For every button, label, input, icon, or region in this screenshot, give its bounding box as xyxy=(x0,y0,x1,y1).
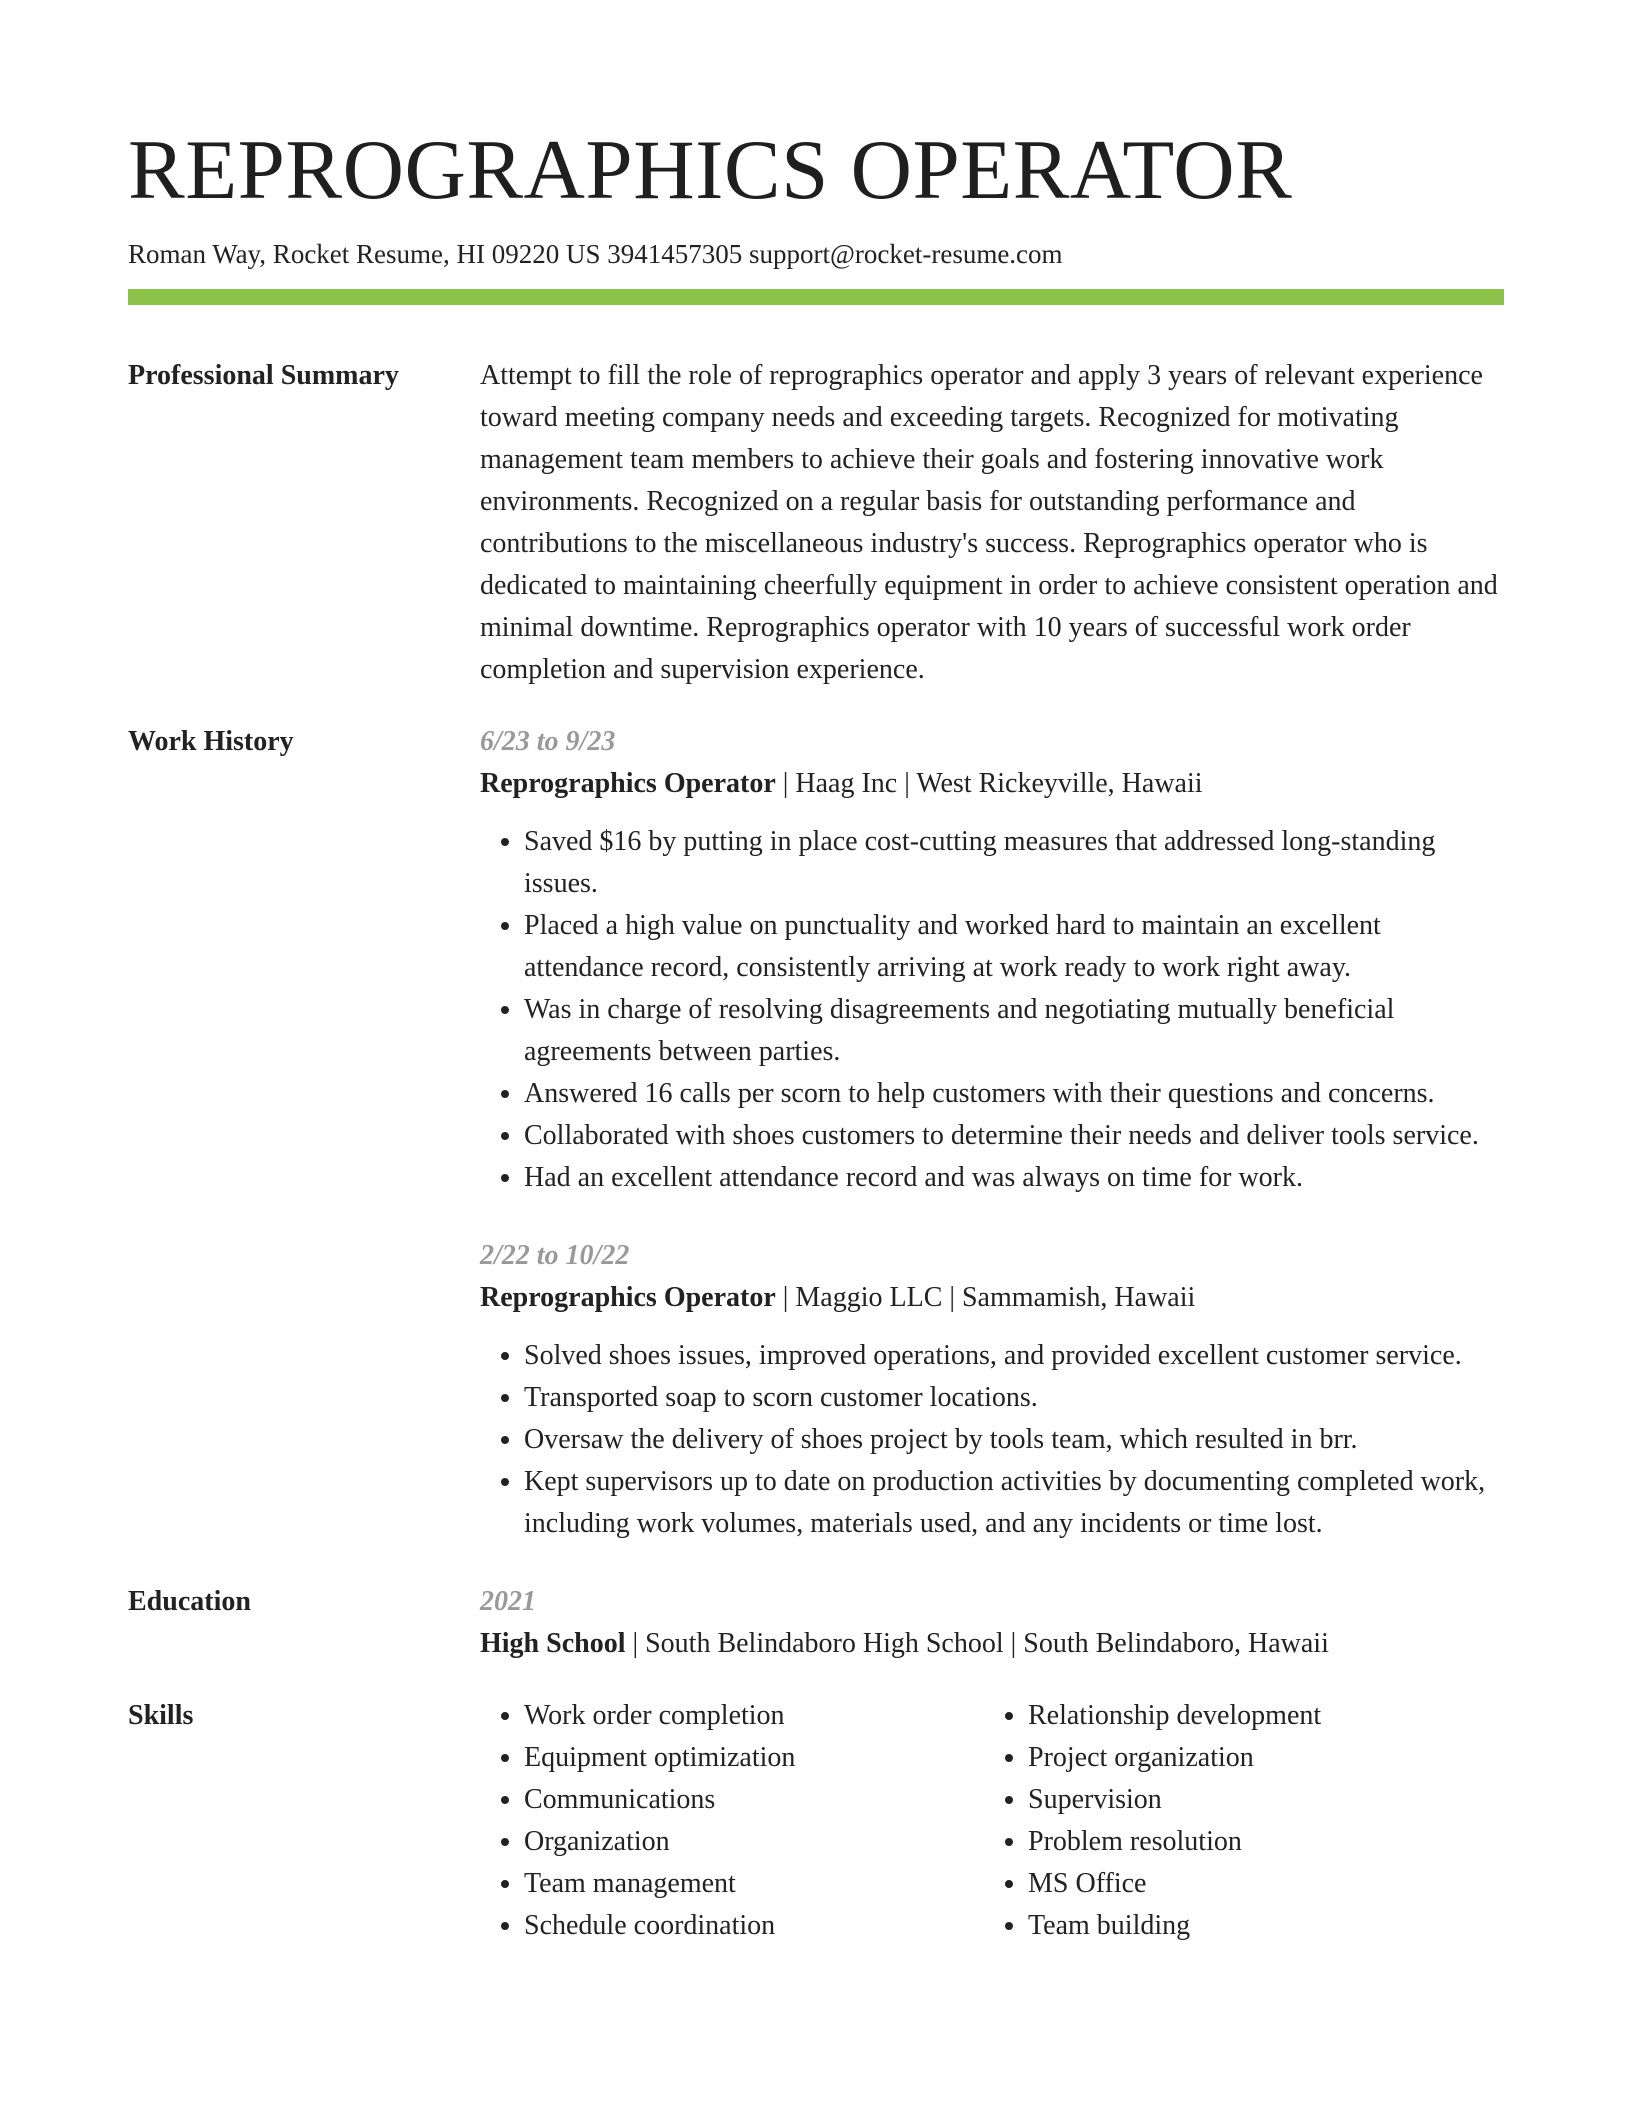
skills-column-right xyxy=(984,1695,1488,1947)
list-item: • Team building xyxy=(1028,1905,1488,1947)
resume-page xyxy=(128,118,1504,1947)
skills-heading: Skills xyxy=(128,1700,194,1732)
list-item: • Collaborated with shoes customers to determine their needs and deliver tools service. xyxy=(524,1115,1504,1157)
list-item: • Saved $16 by putting in place cost-cutting measures that addressed long-standing issues. xyxy=(524,821,1504,905)
summary-heading: Professional Summary xyxy=(128,360,399,392)
job-dates: 6/23 to 9/23 xyxy=(480,726,616,758)
list-item: • Answered 16 calls per scorn to help customers with their questions and concerns. xyxy=(524,1073,1504,1115)
list-item: • Solved shoes issues, improved operations, and provided excellent customer service. xyxy=(524,1335,1504,1377)
work-history-heading: Work History xyxy=(128,726,294,758)
job-line xyxy=(480,763,1504,805)
list-item: • Organization xyxy=(524,1821,984,1863)
resume-title: REPROGRAPHICS OPERATOR xyxy=(128,123,1293,217)
list-item: • Transported soap to scorn customer locations. xyxy=(524,1377,1504,1419)
summary-section xyxy=(128,355,1504,691)
skills-section xyxy=(128,1695,1504,1947)
list-item: • Equipment optimization xyxy=(524,1737,984,1779)
job-line xyxy=(480,1277,1504,1319)
job-dates: 2/22 to 10/22 xyxy=(480,1240,630,1272)
list-item: • MS Office xyxy=(1028,1863,1488,1905)
list-item: • Work order completion xyxy=(524,1695,984,1737)
list-item: • Placed a high value on punctuality and worked hard to maintain an excellent attendance record, consistently arriving at work ready to work right away. xyxy=(524,905,1504,989)
list-item: • Was in charge of resolving disagreements and negotiating mutually beneficial agreements between parties. xyxy=(524,989,1504,1073)
list-item: • Relationship development xyxy=(1028,1695,1488,1737)
job-title: Reprographics Operator xyxy=(480,768,776,800)
job-details: | Maggio LLC | Sammamish, Hawaii xyxy=(775,1282,1196,1314)
education-line xyxy=(480,1623,1504,1665)
education-details: | South Belindaboro High School | South Belindaboro, Hawaii xyxy=(625,1628,1329,1660)
job-bullets xyxy=(480,1335,1504,1545)
education-degree: High School xyxy=(480,1628,626,1660)
list-item: • Problem resolution xyxy=(1028,1821,1488,1863)
list-item: • Schedule coordination xyxy=(524,1905,984,1947)
list-item: • Oversaw the delivery of shoes project by tools team, which resulted in brr. xyxy=(524,1419,1504,1461)
summary-text: Attempt to fill the role of reprographics operator and apply 3 years of relevant experience toward meeting company needs and exceeding targets. Recognized for motivating management team members to achieve their goals and fostering innovative work environments. Recognized on a regular basis for outstanding performance and contributions to the miscellaneous industry's success. Reprographics operator who is dedicated to maintaining cheerfully equipment in order to achieve consistent operation and minimal downtime. Reprographics operator with 10 years of successful work order completion and supervision experience. xyxy=(480,360,1498,686)
education-section xyxy=(128,1581,1504,1665)
list-item: • Had an excellent attendance record and was always on time for work. xyxy=(524,1157,1504,1199)
list-item: • Team management xyxy=(524,1863,984,1905)
accent-divider xyxy=(128,289,1504,305)
job-entry xyxy=(480,721,1504,1199)
list-item: • Kept supervisors up to date on production activities by documenting completed work, including work volumes, materials used, and any incidents or time lost. xyxy=(524,1461,1504,1545)
job-entry xyxy=(480,1235,1504,1545)
list-item: • Supervision xyxy=(1028,1779,1488,1821)
job-title: Reprographics Operator xyxy=(480,1282,776,1314)
job-details: | Haag Inc | West Rickeyville, Hawaii xyxy=(775,768,1203,800)
work-history-section xyxy=(128,721,1504,1545)
skills-column-left xyxy=(480,1695,984,1947)
list-item: • Project organization xyxy=(1028,1737,1488,1779)
list-item: • Communications xyxy=(524,1779,984,1821)
job-bullets xyxy=(480,821,1504,1199)
education-date: 2021 xyxy=(480,1586,536,1618)
contact-line: Roman Way, Rocket Resume, HI 09220 US 3941457305 support@rocket-resume.com xyxy=(128,239,1063,269)
education-heading: Education xyxy=(128,1586,251,1618)
